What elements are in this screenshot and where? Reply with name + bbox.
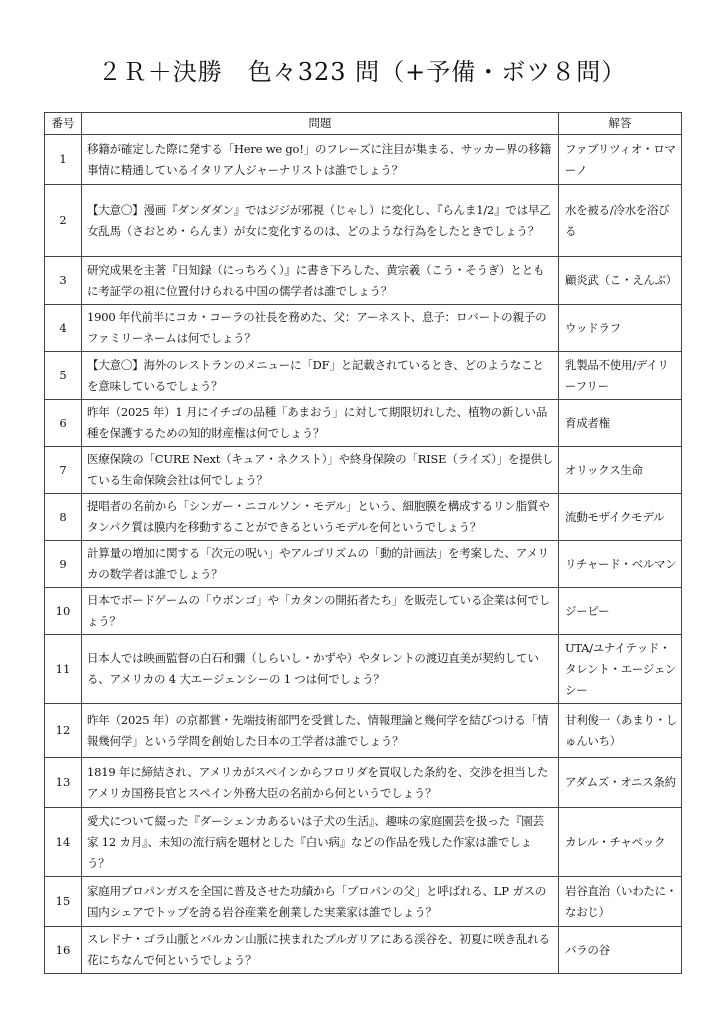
question-text: 昨年（2025 年）1 月にイチゴの品種「あまおう」に対して期限切れした、植物の新しい品種を保護するための知的財産権は何でしょう？ (82, 400, 559, 447)
question-number: 4 (45, 305, 82, 352)
quiz-table (44, 112, 682, 974)
table-row (45, 588, 682, 635)
question-text: 医療保険の「CURE Next（キュア・ネクスト）」や終身保険の「RISE（ライズ）」を提供している生命保険会社は何でしょう？ (82, 447, 559, 494)
answer-text: 乳製品不使用/デイリーフリー (559, 352, 682, 400)
question-number: 1 (45, 135, 82, 185)
table-row (45, 400, 682, 447)
table-header-row (45, 113, 682, 135)
question-text: 日本人では映画監督の白石和彌（しらいし・かずや）やタレントの渡辺直美が契約している、アメリカの 4 大エージェンシーの 1 つは何でしょう？ (82, 635, 559, 704)
table-row (45, 927, 682, 974)
answer-text: 甘利俊一（あまり・しゅんいち） (559, 704, 682, 758)
question-number: 10 (45, 588, 82, 635)
answer-text: UTA/ユナイテッド・タレント・エージェンシー (559, 635, 682, 704)
answer-text: リチャード・ベルマン (559, 541, 682, 588)
table-row (45, 635, 682, 704)
answer-text: 育成者権 (559, 400, 682, 447)
question-number: 14 (45, 808, 82, 877)
question-text: 1819 年に締結され、アメリカがスペインからフロリダを買収した条約を、交渉を担当したアメリカ国務長官とスペイン外務大臣の名前から何というでしょう？ (82, 758, 559, 808)
question-number: 8 (45, 494, 82, 541)
question-text: 日本でボードゲームの「ウボンゴ」や「カタンの開拓者たち」を販売している企業は何でしょう？ (82, 588, 559, 635)
answer-text: 岩谷直治（いわたに・なおじ） (559, 877, 682, 927)
question-text: スレドナ・ゴラ山脈とバルカン山脈に挟まれたブルガリアにある渓谷を、初夏に咲き乱れる花にちなんで何というでしょう？ (82, 927, 559, 974)
question-number: 2 (45, 185, 82, 257)
question-number: 13 (45, 758, 82, 808)
question-number: 3 (45, 257, 82, 305)
answer-text: オリックス生命 (559, 447, 682, 494)
answer-text: カレル・チャペック (559, 808, 682, 877)
question-number: 15 (45, 877, 82, 927)
answer-text: アダムズ・オニス条約 (559, 758, 682, 808)
page-title: ２Ｒ＋決勝 色々323 問（+予備・ボツ８問） (97, 58, 627, 86)
table-row (45, 305, 682, 352)
question-text: 研究成果を主著『日知録（にっちろく）』に書き下ろした、黄宗羲（こう・そうぎ）とともに考証学の祖に位置付けられる中国の儒学者は誰でしょう？ (82, 257, 559, 305)
table-row (45, 704, 682, 758)
table-row (45, 352, 682, 400)
table-row (45, 135, 682, 185)
question-number: 7 (45, 447, 82, 494)
question-text: 計算量の増加に関する「次元の呪い」やアルゴリズムの「動的計画法」を考案した、アメリカの数学者は誰でしょう？ (82, 541, 559, 588)
table-row (45, 541, 682, 588)
answer-text: ウッドラフ (559, 305, 682, 352)
question-text: 提唱者の名前から「シンガー・ニコルソン・モデル」という、細胞膜を構成するリン脂質やタンパク質は膜内を移動することができるというモデルを何というでしょう？ (82, 494, 559, 541)
question-text: 1900 年代前半にコカ・コーラの社長を務めた、父：アーネスト、息子：ロバートの親子のファミリーネームは何でしょう？ (82, 305, 559, 352)
question-number: 9 (45, 541, 82, 588)
table-row (45, 808, 682, 877)
table-row (45, 494, 682, 541)
question-number: 5 (45, 352, 82, 400)
table-row (45, 257, 682, 305)
question-text: 【大意〇】漫画『ダンダダン』ではジジが邪視（じゃし）に変化し、『らんま1/2』では早乙女乱馬（さおとめ・らんま）が女に変化するのは、どのような行為をしたときでしょう？ (82, 185, 559, 257)
question-text: 移籍が確定した際に発する「Here we go!」のフレーズに注目が集まる、サッカー界の移籍事情に精通しているイタリア人ジャーナリストは誰でしょう？ (82, 135, 559, 185)
table-row (45, 447, 682, 494)
question-number: 11 (45, 635, 82, 704)
answer-text: ファブリツィオ・ロマーノ (559, 135, 682, 185)
table-row (45, 185, 682, 257)
answer-text: ジーピー (559, 588, 682, 635)
header-number: 番号 (45, 113, 82, 135)
question-number: 6 (45, 400, 82, 447)
question-text: 【大意〇】海外のレストランのメニューに「DF」と記載されているとき、どのようなことを意味しているでしょう？ (82, 352, 559, 400)
answer-text: 顧炎武（こ・えんぶ） (559, 257, 682, 305)
header-question: 問題 (82, 113, 559, 135)
question-number: 16 (45, 927, 82, 974)
header-answer: 解答 (559, 113, 682, 135)
answer-text: バラの谷 (559, 927, 682, 974)
answer-text: 流動モザイクモデル (559, 494, 682, 541)
question-text: 家庭用プロパンガスを全国に普及させた功績から「プロパンの父」と呼ばれる、LP ガスの国内シェアでトップを誇る岩谷産業を創業した実業家は誰でしょう？ (82, 877, 559, 927)
question-text: 愛犬について綴った『ダーシェンカあるいは子犬の生活』、趣味の家庭園芸を扱った『園芸家 12 カ月』、未知の流行病を題材とした『白い病』などの作品を残した作家は誰でしょう？ (82, 808, 559, 877)
table-row (45, 877, 682, 927)
table-row (45, 758, 682, 808)
question-number: 12 (45, 704, 82, 758)
answer-text: 水を被る/冷水を浴びる (559, 185, 682, 257)
question-text: 昨年（2025 年）の京都賞・先端技術部門を受賞した、情報理論と幾何学を結びつける「情報幾何学」という学問を創始した日本の工学者は誰でしょう？ (82, 704, 559, 758)
